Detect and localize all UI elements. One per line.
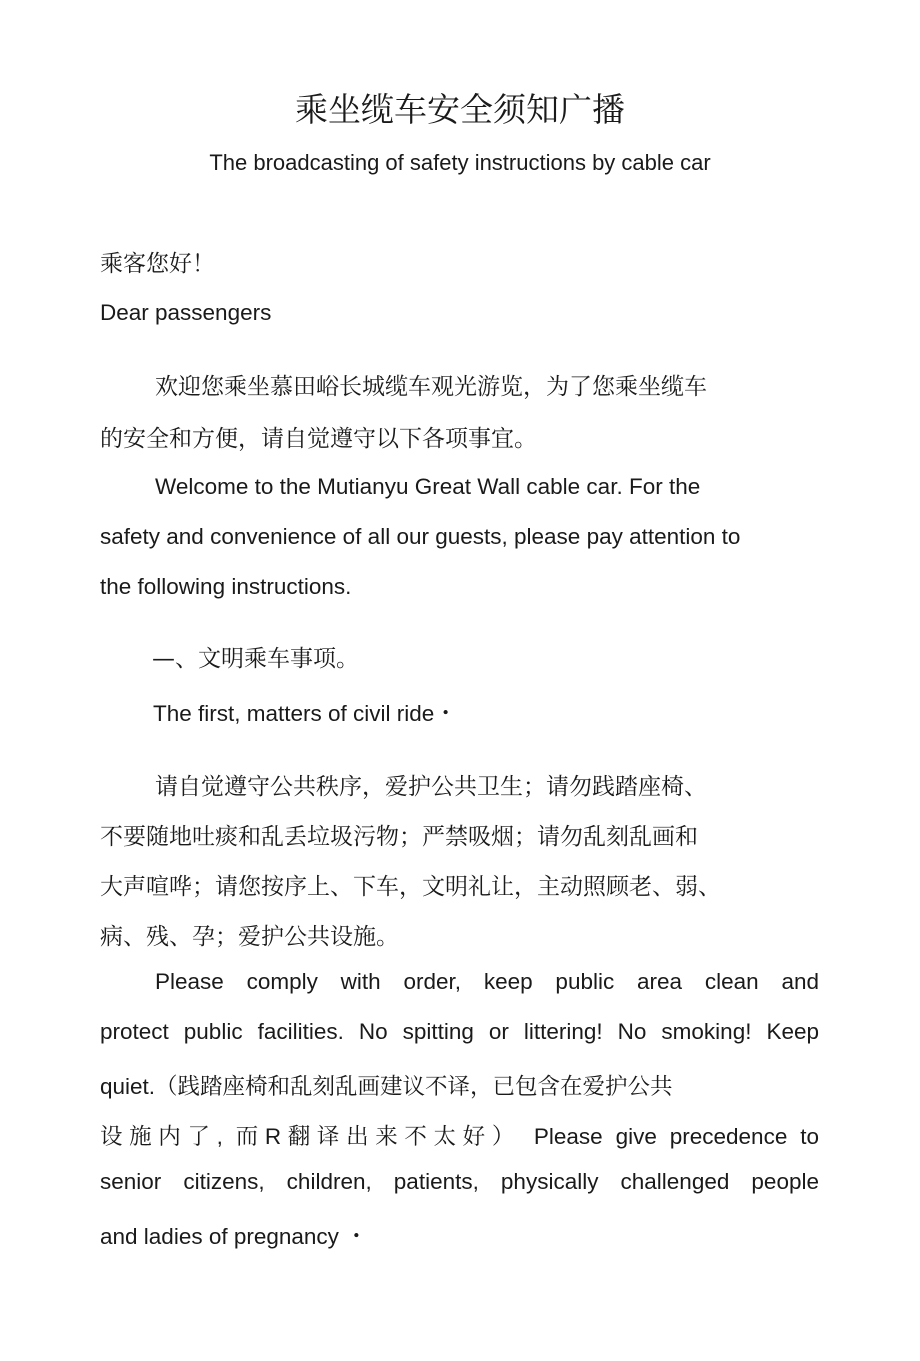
greeting-zh: 乘客您好！: [100, 251, 215, 277]
section-heading-en: The first, matters of civil ride・: [153, 701, 457, 726]
welcome-zh-line: 欢迎您乘坐慕田峪长城缆车观光游览，为了您乘坐缆车: [155, 374, 707, 400]
rules-en-line: quiet.（践踏座椅和乱刻乱画建议不译，已包含在爱护公共: [100, 1074, 673, 1099]
welcome-en-line: Welcome to the Mutianyu Great Wall cable car. For the: [155, 474, 701, 499]
welcome-zh-line: 的安全和方便，请自觉遵守以下各项事宜。: [100, 426, 537, 452]
rules-zh-line: 病、残、孕；爱护公共设施。: [100, 924, 399, 950]
rules-zh-line: 不要随地吐痰和乱丢垃圾污物；严禁吸烟；请勿乱刻乱画和: [100, 824, 698, 850]
rules-zh-line: 请自觉遵守公共秩序，爱护公共卫生；请勿践踏座椅、: [155, 774, 707, 800]
section-heading-zh: —、文明乘车事项。: [152, 646, 359, 672]
welcome-en-line: safety and convenience of all our guests, please pay attention to: [100, 524, 741, 549]
greeting-en: Dear passengers: [100, 300, 272, 325]
page-subtitle: The broadcasting of safety instructions by cable car: [209, 150, 711, 175]
rules-en-line: and ladies of pregnancy ・: [100, 1224, 368, 1249]
rules-en-line: 设施内了, 而R翻译出来不太好） Please give precedence to: [100, 1124, 819, 1149]
rules-zh-line: 大声喧哗；请您按序上、下车，文明礼让，主动照顾老、弱、: [100, 874, 721, 900]
page-title: 乘坐缆车安全须知广播: [295, 90, 625, 129]
rules-en-line: Please comply with order, keep public area clean and: [155, 969, 819, 994]
rules-en-line: protect public facilities. No spitting or littering! No smoking! Keep: [100, 1019, 819, 1044]
rules-en-line: senior citizens, children, patients, physically challenged people: [100, 1169, 819, 1194]
welcome-en-line: the following instructions.: [100, 574, 352, 599]
